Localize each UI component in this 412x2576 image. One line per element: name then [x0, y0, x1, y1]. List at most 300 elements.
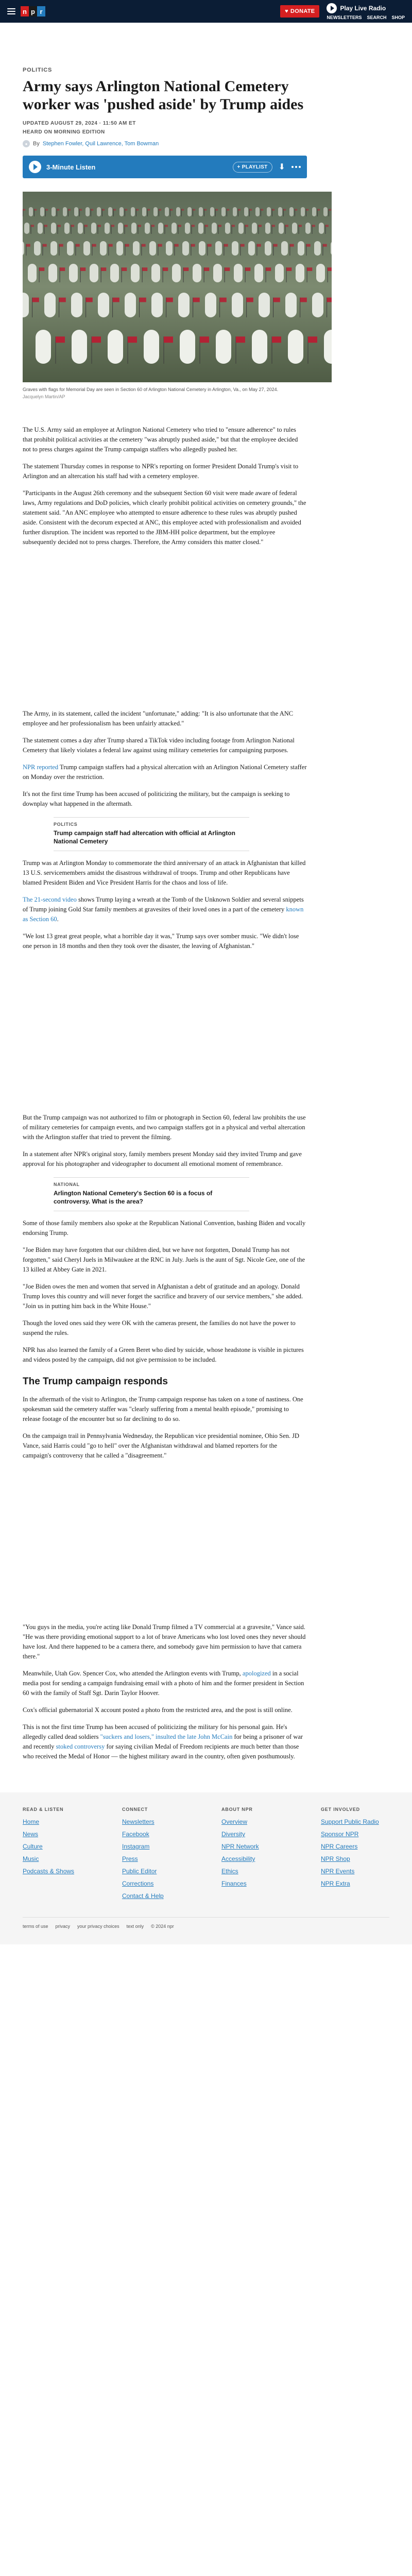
more-options-icon[interactable] [291, 166, 301, 168]
search-link[interactable]: SEARCH [367, 14, 387, 20]
footer-column-read-listen [23, 1807, 91, 1905]
american-flag [241, 244, 245, 247]
headstone [193, 264, 201, 282]
american-flag [259, 225, 262, 227]
nav-right [280, 3, 405, 20]
american-flag [285, 225, 288, 227]
paragraph [23, 1722, 307, 1761]
american-flag [308, 336, 317, 343]
author-avatar-icon: ● [23, 140, 30, 147]
headstone [100, 241, 107, 256]
donate-label: DONATE [290, 8, 315, 14]
text-only-link[interactable]: text only [126, 1924, 144, 1929]
footer-link[interactable]: Support Public Radio [321, 1818, 379, 1825]
american-flag [232, 225, 235, 227]
american-flag [113, 298, 119, 302]
paragraph: "Joe Biden may have forgotten that our children died, but we have not forgotten, Donald Trump has not forgotten," said Cheryl Juels in Milwaukee at the RNC in July. Juels is the aunt of Sgt. Nicole Gee, one of the 13 killed at Abbey Gate in 2021. [23, 1246, 305, 1273]
inline-link[interactable]: apologized [242, 1670, 271, 1677]
american-flag [147, 209, 150, 211]
american-flag [286, 267, 291, 271]
american-flag [178, 225, 181, 227]
hero-image [23, 192, 332, 382]
american-flag [257, 244, 261, 247]
headstone [232, 293, 243, 317]
related-story-card[interactable] [54, 1177, 249, 1211]
american-flag [92, 244, 96, 247]
menu-icon[interactable] [7, 8, 15, 14]
footer-link[interactable]: Press [122, 1855, 138, 1862]
headstone [24, 223, 29, 234]
author-links[interactable]: Stephen Fowler, Quil Lawrence, Tom Bowman [42, 141, 159, 147]
paragraph [23, 1669, 307, 1698]
american-flag [312, 225, 315, 227]
paragraph: "You guys in the media, you're acting like Donald Trump filmed a TV commercial at a gravesite," Vance said. "He was there providing emotional support to a lot of brave Americans who lost loved ones they never should have lost. And there happened to be a camera there, and somebody gave him permission to have that camera there." [23, 1623, 306, 1660]
headstone [105, 223, 110, 234]
american-flag [272, 209, 274, 211]
american-flag [204, 209, 207, 211]
american-flag [208, 244, 212, 247]
headstone [285, 293, 297, 317]
headstone [288, 330, 303, 364]
american-flag [166, 298, 173, 302]
american-flag [39, 267, 44, 271]
american-flag [122, 267, 127, 271]
headstone [29, 207, 33, 216]
headstone [210, 207, 214, 216]
american-flag [125, 244, 129, 247]
american-flag [84, 225, 88, 227]
inline-link[interactable]: NPR reported [23, 764, 59, 771]
footer-link[interactable]: NPR Shop [321, 1855, 350, 1862]
paragraph: The U.S. Army said an employee at Arlington National Cemetery who tried to "ensure adherence" to rules that prohibit political activities at the cemetery "was abruptly pushed aside," but that the employee decided not to press charges against the Trump campaign staffers who allegedly pushed her. [23, 426, 298, 453]
american-flag [34, 209, 37, 211]
headstone [125, 293, 136, 317]
headstone [225, 223, 230, 234]
hero-credit: Jacquelyn Martin/AP [23, 394, 65, 399]
headline: Army says Arlington National Cemetery worker was 'pushed aside' by Trump aides [23, 78, 304, 113]
headstone [301, 207, 305, 216]
american-flag [220, 298, 227, 302]
headstone [145, 223, 150, 234]
american-flag [136, 209, 139, 211]
american-flag [91, 209, 93, 211]
download-icon[interactable]: ⬇ [278, 163, 285, 172]
american-flag [328, 267, 332, 271]
headstone [281, 241, 288, 256]
top-navigation [0, 0, 412, 23]
headstone [72, 330, 87, 364]
american-flag [329, 209, 331, 211]
paragraph: In a statement after NPR's original story, family members present Monday said they invited Trump and gave approval for his photographer and videographer to document all emotional moment of remembrance. [23, 1150, 302, 1167]
footer-column-connect [122, 1807, 191, 1905]
footer-link[interactable]: Finances [221, 1880, 247, 1887]
article-header [23, 67, 307, 399]
paragraph: It's not the first time Trump has been accused of politicizing the military, but the campaign is seeking to downplay what happened in the aftermath. [23, 790, 290, 807]
american-flag [142, 244, 146, 247]
paragraph: Trump was at Arlington Monday to commemorate the third anniversary of an attack in Afghanistan that killed 13 U.S. servicemembers amidst the disastrous withdrawal of troops. Trump and other Republicans have blamed President Biden and Vice President Harris for the chaos and loss of life. [23, 859, 306, 886]
american-flag [295, 209, 297, 211]
american-flag [245, 267, 250, 271]
inline-link[interactable]: "suckers and losers," [100, 1733, 154, 1740]
privacy-link[interactable]: privacy [55, 1924, 71, 1929]
headstone [279, 223, 284, 234]
american-flag [200, 336, 209, 343]
hero-caption: Graves with flags for Memorial Day are seen in Section 60 of Arlington National Cemetery in Arlington, Va., on May 27, 2024. [23, 387, 279, 392]
paragraph: In the aftermath of the visit to Arlington, the Trump campaign response has taken on a tone of nastiness. One spokesman said the cemetery staffer was "clearly suffering from a mental health episode," promising to release footage of the encounter but so far declining to do so. [23, 1396, 303, 1422]
shop-link[interactable]: SHOP [391, 14, 405, 20]
american-flag [175, 244, 179, 247]
headstone [171, 223, 177, 234]
footer-heading: CONNECT [122, 1807, 148, 1812]
headstone [118, 223, 123, 234]
footer-link[interactable]: NPR Network [221, 1843, 259, 1850]
american-flag [273, 244, 278, 247]
american-flag [215, 209, 218, 211]
headstone [151, 264, 160, 282]
american-flag [142, 267, 147, 271]
footer-link[interactable]: Newsletters [122, 1818, 154, 1825]
headstone [63, 207, 67, 216]
inline-link[interactable]: known as Section 60 [23, 906, 304, 923]
headstone [158, 223, 163, 234]
headstone [182, 241, 189, 256]
audio-play-button[interactable] [29, 161, 41, 173]
cemetery-photo [23, 192, 332, 382]
headstone [205, 293, 216, 317]
headstone [108, 207, 112, 216]
american-flag [158, 244, 162, 247]
footer-link[interactable]: Instagram [122, 1843, 150, 1850]
npr-logo[interactable] [21, 6, 45, 16]
american-flag [128, 336, 137, 343]
american-flag [101, 267, 106, 271]
headstone [166, 241, 173, 256]
footer-link[interactable]: Podcasts & Shows [23, 1868, 75, 1875]
headstone [48, 264, 57, 282]
american-flag [26, 244, 30, 247]
american-flag [86, 298, 93, 302]
site-footer [0, 1792, 412, 1944]
footer-link[interactable]: Sponsor NPR [321, 1831, 359, 1838]
headstone [216, 330, 231, 364]
headstone [234, 264, 243, 282]
american-flag [109, 244, 113, 247]
headstone [67, 241, 74, 256]
headstone [319, 223, 324, 234]
headstone [52, 207, 56, 216]
related-title[interactable]: Arlington National Cemetery's Section 60 is a focus of controversy. What is the area? [54, 1190, 213, 1205]
paragraph: "Participants in the August 26th ceremony and the subsequent Section 60 visit were made aware of federal laws, Army regulations and DoD policies, which clearly prohibit political activities on cemetery grounds," the statement said. "An ANC employee who attempted to ensure adherence to these rules was abruptly pushed aside. Consistent with the decorum expected at ANC, this employee acted with professionalism and avoided further disruption. The incident was reported to the JBM-HH police department, but the employee subsequently decided not to press charges. Therefore, the Army considers this matter closed." [23, 489, 306, 546]
headstone [98, 293, 109, 317]
footer-link[interactable]: News [23, 1831, 39, 1838]
headstone [50, 241, 57, 256]
donate-button[interactable] [280, 5, 319, 18]
heart-icon: ♥ [285, 8, 289, 14]
paragraph: But the Trump campaign was not authorized to film or photograph in Section 60, federal law prohibits the use of military cemeteries for campaign events, and two campaign staffers got in a physical and verbal altercation with the Arlington staffer that tried to prevent the filming. [23, 1114, 306, 1141]
american-flag [98, 225, 101, 227]
ad-slot [23, 547, 307, 702]
headstone [312, 293, 323, 317]
american-flag [151, 225, 154, 227]
headstone [232, 241, 238, 256]
american-flag [183, 267, 188, 271]
headstone [69, 264, 78, 282]
american-flag [245, 225, 248, 227]
footer-link[interactable]: Facebook [122, 1831, 149, 1838]
headstone [36, 330, 51, 364]
related-story-card[interactable] [54, 817, 249, 851]
american-flag [76, 244, 80, 247]
headstone [153, 207, 158, 216]
american-flag [31, 225, 34, 227]
footer-link[interactable]: Ethics [221, 1868, 238, 1875]
paragraph: Some of those family members also spoke at the Republican National Convention, bashing Biden and vocally endorsing Trump. [23, 1219, 306, 1236]
american-flag [163, 267, 168, 271]
footer-link[interactable]: NPR Events [321, 1868, 355, 1875]
logo-letter-r: r [37, 6, 45, 16]
headstone [71, 293, 82, 317]
headstone [289, 207, 294, 216]
headstone [296, 264, 304, 282]
live-radio-label: Play Live Radio [340, 4, 386, 12]
play-icon [33, 164, 38, 170]
footer-link[interactable]: Home [23, 1818, 40, 1825]
headstone [44, 293, 56, 317]
footer-link[interactable]: Culture [23, 1843, 43, 1850]
american-flag [247, 298, 253, 302]
american-flag [45, 209, 48, 211]
paragraph: NPR has also learned the family of a Green Beret who died by suicide, whose headstone is visible in pictures and videos posted by the campaign, did not give permission to be included. [23, 1346, 304, 1363]
headstone [178, 293, 190, 317]
headstone [90, 264, 98, 282]
headstone [212, 223, 217, 234]
american-flag [290, 244, 294, 247]
american-flag [60, 267, 65, 271]
headstone [119, 207, 124, 216]
heard-on[interactable]: HEARD ON MORNING EDITION [23, 129, 105, 135]
american-flag [111, 225, 114, 227]
american-flag [249, 209, 252, 211]
american-flag [181, 209, 184, 211]
american-flag [204, 267, 209, 271]
headstone [278, 207, 282, 216]
footer-link[interactable]: Public Editor [122, 1868, 157, 1875]
headstone [275, 264, 284, 282]
american-flag [68, 209, 71, 211]
ad-slot [23, 1461, 307, 1615]
headstone [312, 207, 316, 216]
paragraph-text: This is not the first time Trump has been accused of politicizing the military for his personal gain. He's allegedly called dead soldiers [23, 1723, 287, 1740]
headstone [187, 207, 192, 216]
american-flag [23, 209, 25, 211]
article [0, 67, 412, 1761]
footer-link[interactable]: Accessibility [221, 1855, 255, 1862]
american-flag [272, 225, 275, 227]
footer-heading: ABOUT NPR [221, 1807, 253, 1812]
footer-column-get-involved [321, 1807, 389, 1905]
footer-heading: GET INVOLVED [321, 1807, 360, 1812]
add-to-playlist-button[interactable]: + PLAYLIST [233, 162, 272, 173]
headstone [248, 241, 255, 256]
headstone [108, 330, 123, 364]
headstone [252, 330, 267, 364]
inline-link[interactable]: stoked controversy [56, 1743, 105, 1750]
headstone [255, 207, 260, 216]
audio-duration-label: 3-Minute Listen [46, 163, 96, 171]
american-flag [218, 225, 221, 227]
american-flag [227, 209, 229, 211]
headstone [116, 241, 123, 256]
audio-player [23, 156, 307, 178]
headstone [91, 223, 96, 234]
headstone [244, 207, 248, 216]
american-flag [79, 209, 82, 211]
paragraph: On the campaign trail in Pennsylvania Wednesday, the Republican vice presidential nominee, Ohio Sen. JD Vance, said Harris could "go to hell" over the Afghanistan withdrawal and blamed reporters for the campaign's controversy that he called a "disagreement." [23, 1432, 300, 1459]
headstone [252, 223, 257, 234]
american-flag [44, 225, 47, 227]
headstone [23, 293, 29, 317]
headstone [165, 207, 169, 216]
footer-columns [23, 1807, 389, 1905]
paragraph [23, 895, 307, 924]
section-slug[interactable]: POLITICS [23, 67, 53, 73]
american-flag [323, 244, 327, 247]
headstone [78, 223, 83, 234]
headstone [238, 223, 244, 234]
headstone [133, 241, 140, 256]
american-flag [225, 267, 230, 271]
paragraph: Cox's official gubernatorial X account posted a photo from the restricted area, and the post is still online. [23, 1706, 293, 1714]
headstone [180, 330, 195, 364]
headstone [233, 207, 237, 216]
paragraph-text: for saying civilian Medal of Freedom recipients are much better than those who received the Medal of Honor — the highest military award in the country, often given posthumously. [23, 1743, 299, 1760]
ad-slot [23, 951, 307, 1106]
paragraph: The statement Thursday comes in response to NPR's reporting on former President Donald Trump's visit to Arlington and an altercation his staff had with a cemetery employee. [23, 463, 299, 480]
footer-link[interactable]: NPR Careers [321, 1843, 358, 1850]
american-flag [170, 209, 173, 211]
american-flag [80, 267, 85, 271]
american-flag [138, 225, 141, 227]
headstone [259, 293, 270, 317]
american-flag [300, 298, 307, 302]
headstone [265, 241, 271, 256]
american-flag [43, 244, 47, 247]
american-flag [57, 209, 59, 211]
american-flag [224, 244, 228, 247]
footer-link[interactable]: Contact & Help [122, 1892, 164, 1900]
utility-links [327, 15, 405, 20]
headstone [185, 223, 190, 234]
american-flag [273, 298, 280, 302]
headstone [314, 241, 321, 256]
footer-link[interactable]: Diversity [221, 1831, 246, 1838]
inline-link[interactable]: The 21-second video [23, 896, 77, 903]
headstone [131, 207, 135, 216]
american-flag [59, 298, 66, 302]
headstone [83, 241, 90, 256]
byline [23, 140, 307, 147]
terms-link[interactable]: terms of use [23, 1924, 48, 1929]
paragraph: "Joe Biden owes the men and women that served in Afghanistan a debt of gratitude and an apology. Donald Trump loves this country and will never forget the sacrifice and bravery of our service members," she added. "Join us in putting him back in the White House." [23, 1283, 303, 1310]
american-flag [191, 244, 195, 247]
play-live-radio-button[interactable] [327, 3, 386, 13]
footer-link[interactable]: Corrections [122, 1880, 154, 1887]
american-flag [102, 209, 105, 211]
american-flag [59, 244, 63, 247]
logo-letter-p: p [29, 6, 37, 16]
american-flag [306, 209, 308, 211]
american-flag [325, 225, 329, 227]
headstone [40, 207, 44, 216]
paragraph-text: Trump campaign staffers had a physical altercation with an Arlington National Cemetery staffer on Monday over the restriction. [23, 764, 307, 781]
american-flag [164, 336, 173, 343]
headstone [110, 264, 119, 282]
headstone [144, 330, 159, 364]
american-flag [272, 336, 281, 343]
american-flag [261, 209, 263, 211]
headstone [28, 264, 37, 282]
american-flag [92, 336, 101, 343]
headstone [34, 241, 41, 256]
footer-link[interactable]: Overview [221, 1818, 248, 1825]
american-flag [71, 225, 74, 227]
american-flag [113, 209, 116, 211]
related-kicker: POLITICS [54, 822, 78, 827]
inline-link[interactable]: insulted the late John McCain [156, 1733, 233, 1740]
american-flag [140, 298, 146, 302]
related-kicker: NATIONAL [54, 1182, 80, 1187]
american-flag [193, 298, 200, 302]
player-right [233, 162, 301, 173]
headstone [305, 223, 311, 234]
american-flag [159, 209, 161, 211]
american-flag [192, 225, 195, 227]
american-flag [317, 209, 320, 211]
nav-left [7, 6, 45, 16]
headstone [38, 223, 43, 234]
headstone [199, 241, 205, 256]
headstone [131, 223, 136, 234]
logo-letter-n: n [21, 6, 29, 16]
headstone [85, 207, 90, 216]
headstone [74, 207, 78, 216]
headstone [176, 207, 180, 216]
headstone [97, 207, 101, 216]
newsletters-link[interactable]: NEWSLETTERS [327, 14, 362, 20]
paragraph: The Army, in its statement, called the incident "unfortunate," adding: "It is also unfortunate that the ANC employee and her professionalism has been unfairly attacked." [23, 710, 294, 727]
american-flag [205, 225, 208, 227]
related-title[interactable]: Trump campaign staff had altercation with official at Arlington National Cemetery [54, 829, 235, 845]
paragraph: The statement comes a day after Trump shared a TikTok video including footage from Arlington National Cemetery that likely violates a federal law against using military cemeteries for campaigning purposes. [23, 737, 295, 754]
footer-link[interactable]: NPR Extra [321, 1880, 350, 1887]
headstone [149, 241, 156, 256]
american-flag [327, 298, 332, 302]
privacy-choices-link[interactable]: your privacy choices [77, 1924, 119, 1929]
american-flag [238, 209, 241, 211]
paragraph: "We lost 13 great great people, what a horrible day it was," Trump says over somber music. "We didn't lose one person in 18 months and then they took over the disaster, the leaving of Afghanistan." [23, 933, 299, 950]
headstone [64, 223, 70, 234]
footer-link[interactable]: Music [23, 1855, 39, 1862]
paragraph: Though the loved ones said they were OK with the cameras present, the families do not have the power to suspend the rules. [23, 1319, 296, 1336]
headstone [221, 207, 226, 216]
american-flag [125, 225, 128, 227]
american-flag [306, 244, 311, 247]
paragraph [23, 762, 307, 782]
headstone [298, 241, 304, 256]
american-flag [299, 225, 302, 227]
headstone [142, 207, 146, 216]
headstone [151, 293, 163, 317]
